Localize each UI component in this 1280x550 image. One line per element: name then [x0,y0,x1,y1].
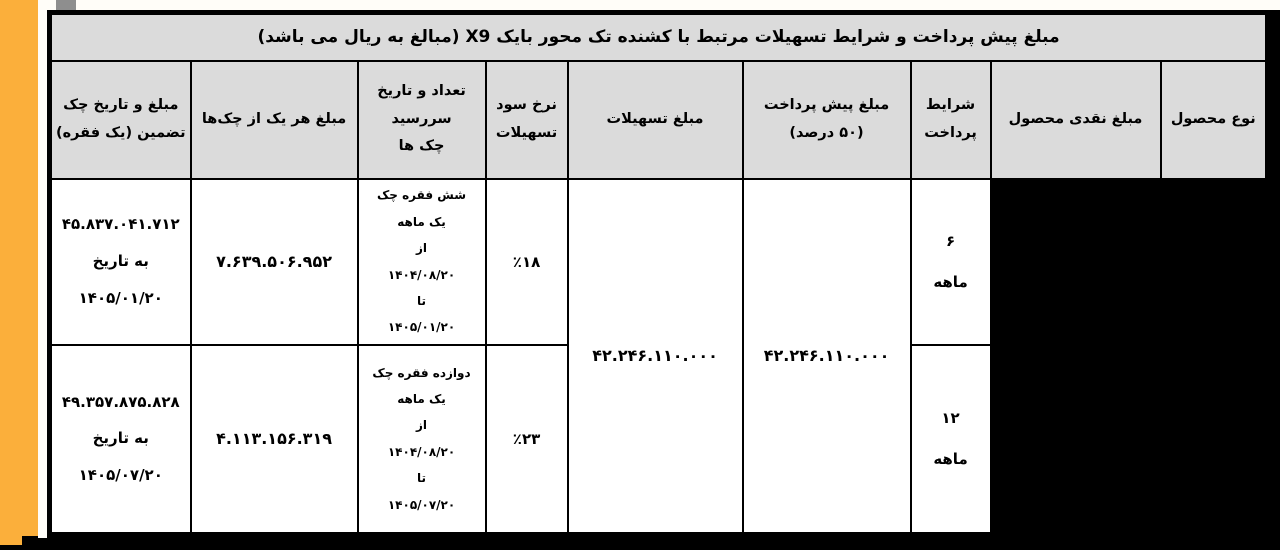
check-amount-value: ۴.۱۱۳.۱۵۶.۳۱۹ [216,429,332,449]
checks-schedule-line3: چک ها [398,138,445,155]
financing-table-wrap [47,10,1265,537]
guarantee-check-cell [50,179,191,345]
term-number: ۱۲ [941,409,960,428]
interest-rate-value: ٪۱۸ [512,252,541,271]
down-payment-value [743,179,911,535]
payment-term-cell [911,345,991,535]
check-amount-cell [191,179,358,345]
to-date: ۱۴۰۵/۰۱/۲۰ [387,320,456,335]
guarantee-check-line2: تضمین (یک فقره) [55,124,186,141]
col-header-interest-rate [486,61,568,179]
financing-terms-table [47,10,1270,537]
checks-interval: یک ماهه [397,391,446,406]
left-white-gap [38,0,47,538]
top-gray-notch [56,0,76,10]
col-header-down-payment [743,61,911,179]
from-label: از [416,418,428,433]
guarantee-check-line1: مبلغ و تاریخ چک [63,96,179,113]
facility-amount: ۴۲.۲۴۶.۱۱۰.۰۰۰ [592,346,718,366]
term-unit: ماهه [933,449,968,468]
col-header-checks-schedule [358,61,486,179]
interest-rate-line1: نرخ سود [496,96,557,113]
to-label: تا [417,471,427,486]
term-number: ۶ [945,232,956,250]
guarantee-amount: ۴۹.۳۵۷.۸۷۵.۸۲۸ [61,392,180,411]
col-header-check-amount: مبلغ هر یک از چک‌ها [191,61,358,179]
interest-rate-value: ٪۲۳ [512,429,541,448]
to-label: تا [417,293,427,308]
guarantee-date: ۱۴۰۵/۰۷/۲۰ [78,466,163,485]
left-accent-bar [0,0,38,536]
facility-amount-value [568,179,743,535]
payment-terms-line1: شرایط [925,96,976,113]
redacted-product-cells [991,179,1268,535]
top-white-strip [0,0,1280,10]
table-title: مبلغ پیش پرداخت و شرایط تسهیلات مرتبط با کشنده تک محور بایک X9 (مبالغ به ریال می باشد) [50,13,1268,61]
left-accent-bar-notch [0,536,22,545]
check-amount-cell [191,345,358,535]
interest-rate-line2: تسهیلات [495,124,558,141]
checks-schedule-line2: سررسید [391,110,452,127]
guarantee-date-label: به تاریخ [92,429,149,448]
guarantee-amount: ۴۵.۸۳۷.۰۴۱.۷۱۲ [61,215,180,234]
guarantee-check-cell [50,345,191,535]
col-header-guarantee-check [50,61,191,179]
from-date: ۱۴۰۴/۰۸/۲۰ [387,267,456,282]
check-amount-value: ۷.۶۳۹.۵۰۶.۹۵۲ [216,252,332,271]
col-header-payment-terms [911,61,991,179]
down-payment-line2: (۵۰ درصد) [789,124,864,141]
checks-schedule-line1: تعداد و تاریخ [377,83,466,100]
checks-count: شش فقره چک [376,188,467,203]
to-date: ۱۴۰۵/۰۷/۲۰ [387,497,456,512]
down-payment-amount: ۴۲.۲۴۶.۱۱۰.۰۰۰ [763,346,890,366]
down-payment-line1: مبلغ پیش پرداخت [763,96,890,113]
checks-count: دوازده فقره چک [372,365,471,380]
col-header-cash-price: مبلغ نقدی محصول [991,61,1161,179]
interest-rate-cell [486,179,568,345]
table-row [50,179,1268,345]
guarantee-date: ۱۴۰۵/۰۱/۲۰ [78,288,163,307]
col-header-product-type: نوع محصول [1161,61,1268,179]
col-header-facility-amount: مبلغ تسهیلات [568,61,743,179]
checks-schedule-cell [358,345,486,535]
table-header-row [50,61,1268,179]
payment-terms-line2: پرداخت [924,124,977,141]
payment-term-cell [911,179,991,345]
table-title-row [50,13,1268,61]
from-date: ۱۴۰۴/۰۸/۲۰ [387,444,456,459]
guarantee-date-label: به تاریخ [92,252,149,271]
from-label: از [416,241,428,256]
checks-interval: یک ماهه [397,214,446,229]
checks-schedule-cell [358,179,486,345]
term-unit: ماهه [933,272,968,291]
interest-rate-cell [486,345,568,535]
